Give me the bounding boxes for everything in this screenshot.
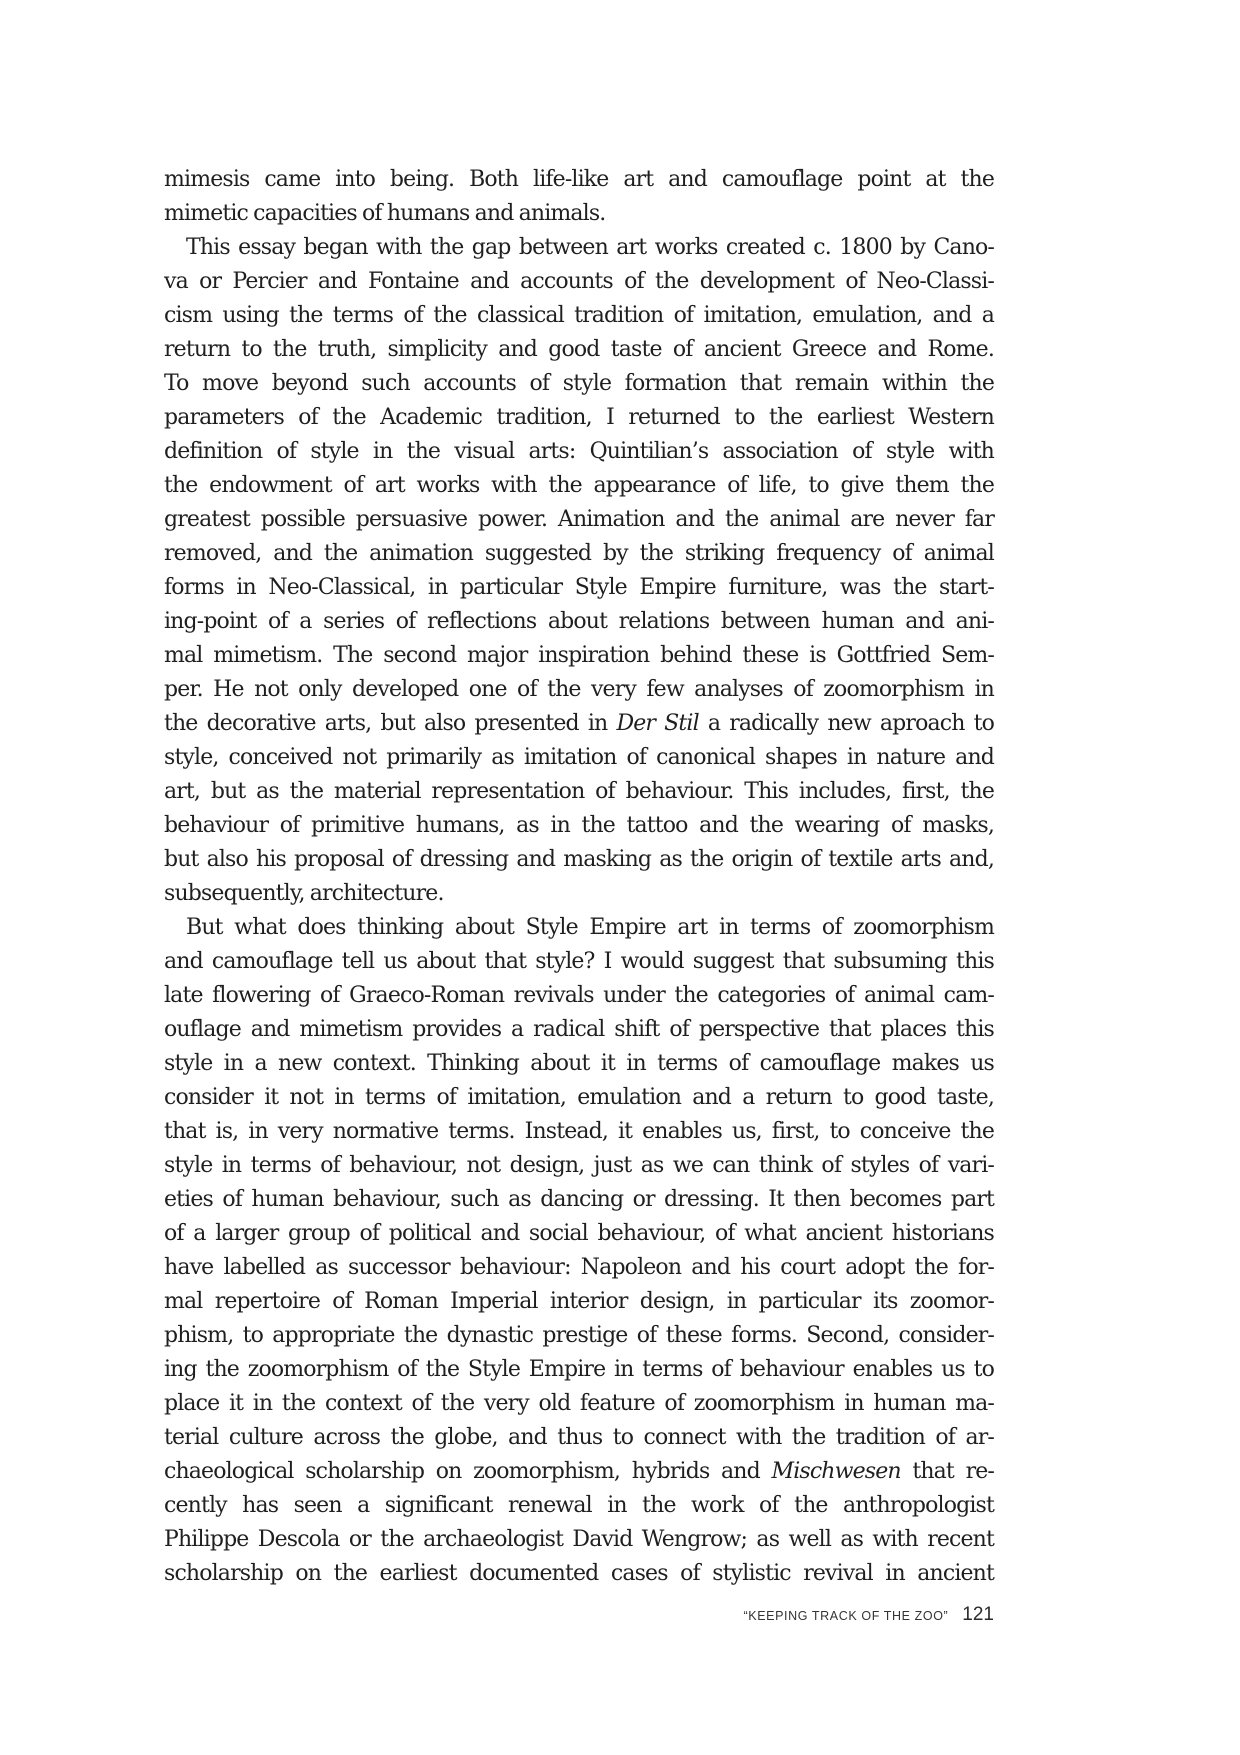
- line-text: that re-: [900, 1459, 994, 1484]
- text-line: return to the truth, simplicity and good taste of ancient Greece and Rome.: [164, 337, 994, 362]
- text-line: phism, to appropriate the dynastic prestige of these forms. Second, consider-: [164, 1323, 994, 1348]
- text-line: mimesis came into being. Both life-like art and camouflage point at the: [164, 167, 994, 192]
- text-line: To move beyond such accounts of style formation that remain within the: [164, 371, 994, 396]
- text-line: [164, 1455, 994, 1489]
- text-line: per. He not only developed one of the very few analyses of zoomorphism in: [164, 677, 994, 702]
- italic-title: Mischwesen: [771, 1459, 901, 1484]
- line-text: the decorative arts, but also presented in: [164, 711, 617, 736]
- line-text: chaeological scholarship on zoomorphism, hybrids and: [164, 1459, 772, 1484]
- text-line: eties of human behaviour, such as dancing or dressing. It then becomes part: [164, 1187, 994, 1212]
- text-line: of a larger group of political and social behaviour, of what ancient historians: [164, 1221, 994, 1246]
- text-line: parameters of the Academic tradition, I returned to the earliest Western: [164, 405, 994, 430]
- body-text: [164, 163, 994, 1591]
- text-line: ing-point of a series of reflections about relations between human and ani-: [164, 609, 994, 634]
- text-line: style in a new context. Thinking about it in terms of camouflage makes us: [164, 1051, 994, 1076]
- text-line: subsequently, architecture.: [164, 881, 444, 906]
- running-head: “KEEPING TRACK OF THE ZOO”: [743, 1609, 949, 1623]
- text-line: style, conceived not primarily as imitation of canonical shapes in nature and: [164, 745, 994, 770]
- text-line: and camouflage tell us about that style? I would suggest that subsuming this: [164, 949, 994, 974]
- text-line: This essay began with the gap between art works created c. 1800 by Cano-: [186, 235, 994, 260]
- text-line: consider it not in terms of imitation, emulation and a return to good taste,: [164, 1085, 994, 1110]
- line-text: a radically new aproach to: [698, 711, 995, 736]
- text-line: greatest possible persuasive power. Animation and the animal are never far: [164, 507, 994, 532]
- text-line: scholarship on the earliest documented cases of stylistic revival in ancient: [164, 1561, 994, 1586]
- text-line: terial culture across the globe, and thus to connect with the tradition of ar-: [164, 1425, 994, 1450]
- text-line: forms in Neo-Classical, in particular Style Empire furniture, was the start-: [164, 575, 994, 600]
- italic-title: Der Stil: [616, 711, 699, 736]
- text-line: late flowering of Graeco-Roman revivals under the categories of animal cam-: [164, 983, 994, 1008]
- text-line: mal mimetism. The second major inspiration behind these is Gottfried Sem-: [164, 643, 994, 668]
- page-number: 121: [962, 1604, 994, 1625]
- page-footer: [164, 1604, 994, 1634]
- text-line: va or Percier and Fontaine and accounts of the development of Neo-Classi-: [164, 269, 994, 294]
- text-line: removed, and the animation suggested by the striking frequency of animal: [164, 541, 994, 566]
- text-line: that is, in very normative terms. Instead, it enables us, first, to conceive the: [164, 1119, 994, 1144]
- text-line: place it in the context of the very old feature of zoomorphism in human ma-: [164, 1391, 994, 1416]
- text-line: ouflage and mimetism provides a radical shift of perspective that places this: [164, 1017, 994, 1042]
- text-line: definition of style in the visual arts: Quintilian’s association of style with: [164, 439, 994, 464]
- text-line: have labelled as successor behaviour: Napoleon and his court adopt the for-: [164, 1255, 994, 1280]
- text-line: behaviour of primitive humans, as in the tattoo and the wearing of masks,: [164, 813, 994, 838]
- text-line: ing the zoomorphism of the Style Empire in terms of behaviour enables us to: [164, 1357, 994, 1382]
- text-line: but also his proposal of dressing and masking as the origin of textile arts and,: [164, 847, 994, 872]
- text-line: mal repertoire of Roman Imperial interior design, in particular its zoomor-: [164, 1289, 994, 1314]
- text-line: the endowment of art works with the appearance of life, to give them the: [164, 473, 994, 498]
- text-line: cently has seen a significant renewal in the work of the anthropologist: [164, 1493, 994, 1518]
- text-line: art, but as the material representation of behaviour. This includes, first, the: [164, 779, 994, 804]
- text-line: cism using the terms of the classical tradition of imitation, emulation, and a: [164, 303, 994, 328]
- text-line: But what does thinking about Style Empire art in terms of zoomorphism: [186, 915, 994, 940]
- text-line: [164, 707, 994, 741]
- text-line: style in terms of behaviour, not design, just as we can think of styles of vari-: [164, 1153, 994, 1178]
- text-line: Philippe Descola or the archaeologist David Wengrow; as well as with recent: [164, 1527, 994, 1552]
- text-line: mimetic capacities of humans and animals.: [164, 201, 606, 226]
